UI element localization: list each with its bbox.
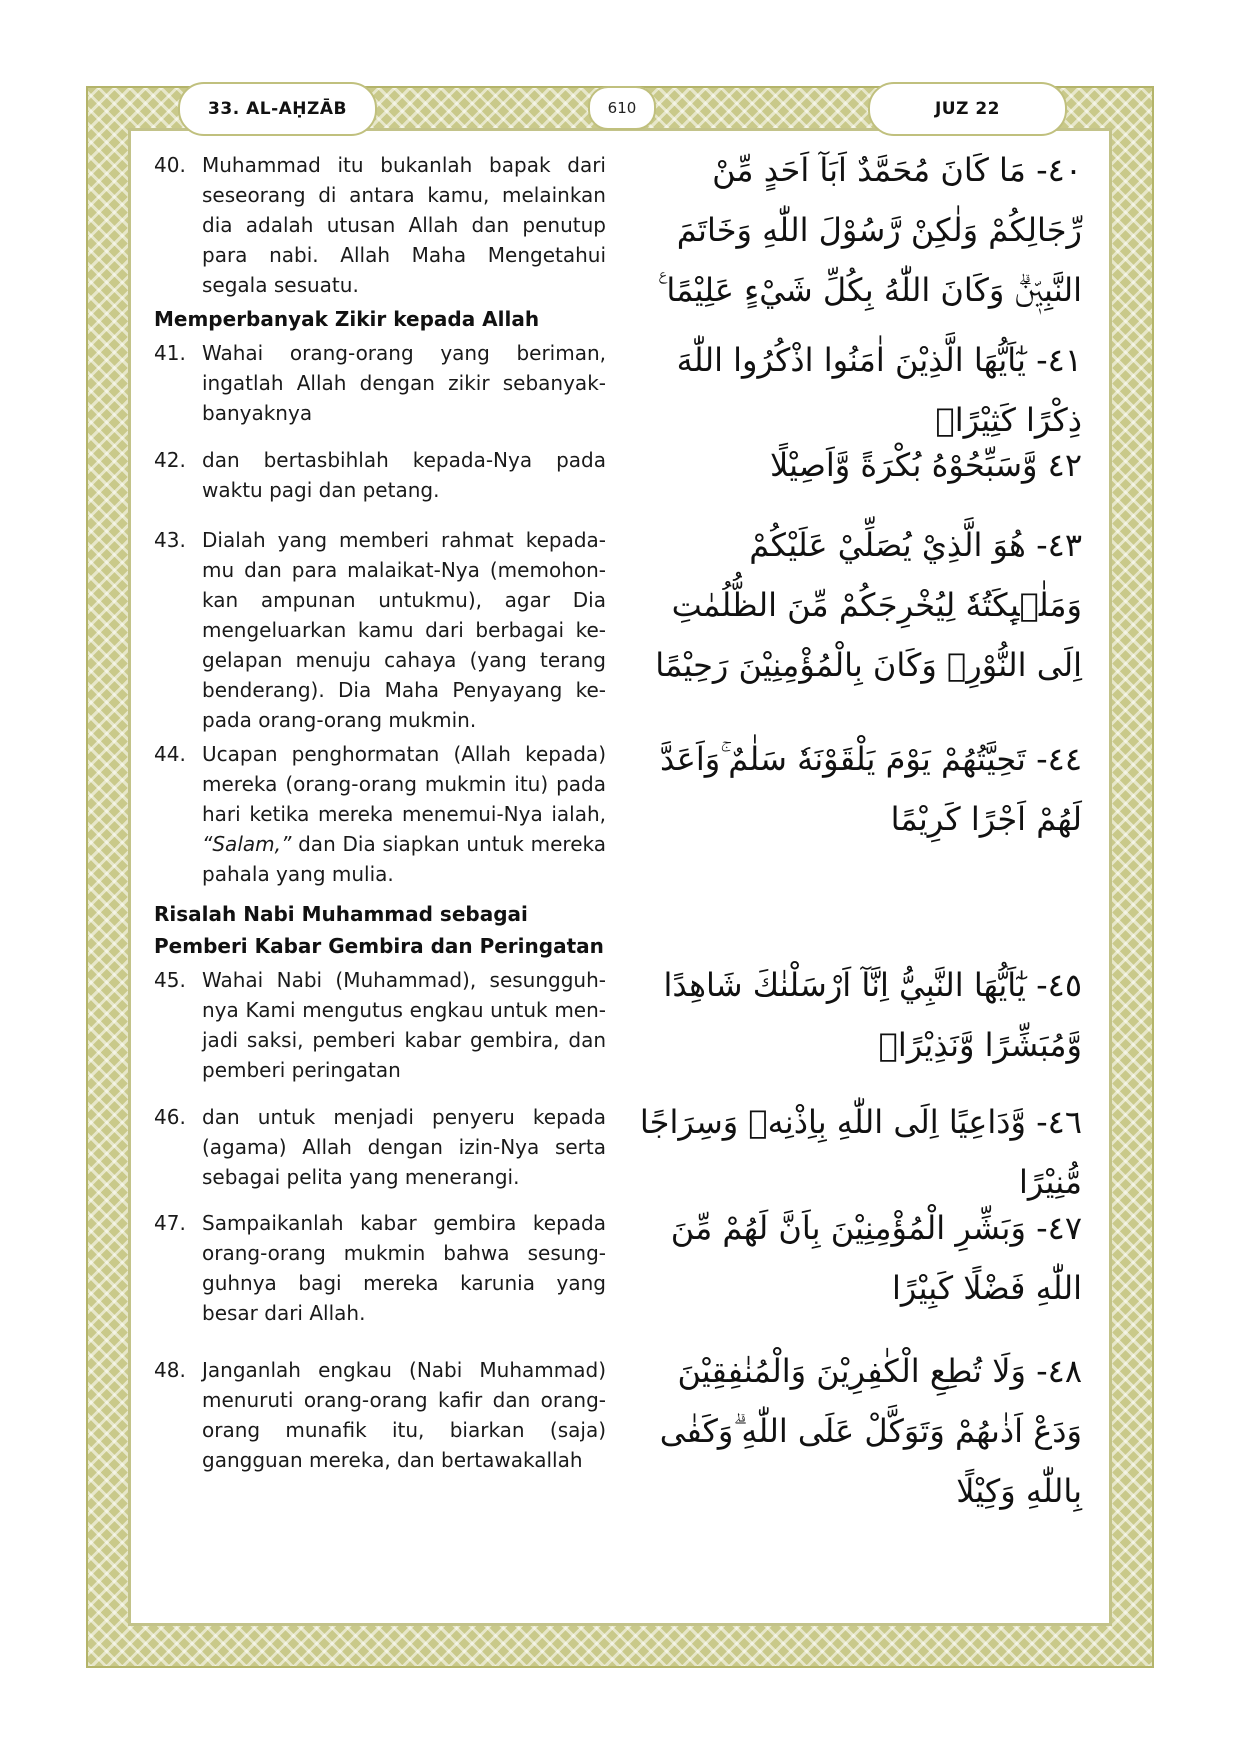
translation-text: dan untuk menjadi penyeru kepada (agama) Allah dengan izin-Nya serta sebagai pelita yang menerangi. — [202, 1105, 606, 1189]
verse-number: 44. — [154, 742, 186, 766]
translation-text — [202, 739, 606, 889]
translation-text: Wahai orang-orang yang beriman, ingatlah Allah dengan zikir sebanyak-banyaknya — [202, 341, 606, 425]
verse-number: 46. — [154, 1105, 186, 1129]
salam-quote: “Salam,” — [202, 832, 292, 856]
section-heading-risalah-1: Risalah Nabi Muhammad sebagai — [154, 902, 528, 926]
arabic-44: ٤٤- تَحِيَّتُهُمْ يَوْمَ يَلْقَوْنَهٗ سَلٰمٌ ۚوَاَعَدَّ لَهُمْ اَجْرًا كَرِيْمًا — [660, 740, 1082, 838]
juz-number: JUZ 22 — [934, 99, 1001, 119]
verse-number: 43. — [154, 528, 186, 552]
translation-47 — [154, 1208, 606, 1328]
translation-45 — [154, 965, 606, 1085]
translation-43 — [154, 525, 606, 735]
section-heading-risalah-2: Pemberi Kabar Gembira dan Peringatan — [154, 934, 604, 958]
arabic-41: ٤١- يٰٓاَيُّهَا الَّذِيْنَ اٰمَنُوا اذْكُرُوا اللّٰهَ ذِكْرًا كَثِيْرًاۙ — [676, 341, 1082, 439]
translation-text: Wahai Nabi (Muhammad), sesungguh-nya Kami mengutus engkau untuk men-jadi saksi, pemberi kabar gembira, dan pemberi peringatan — [202, 968, 606, 1082]
verse-number: 41. — [154, 341, 186, 365]
translation-text: Dialah yang memberi rahmat kepada-mu dan para malaikat-Nya (memohon-kan ampunan untukmu), agar Dia mengeluarkan kamu dari berbagai ke-gelapan menuju cahaya (yang terang benderang). Dia Maha Penyayang ke-pada orang-orang mukmin. — [202, 528, 606, 732]
translation-41 — [154, 338, 606, 428]
page-number-badge — [588, 86, 656, 130]
translation-40 — [154, 150, 606, 300]
translation-46 — [154, 1102, 606, 1192]
translation-text: dan bertasbihlah kepada-Nya pada waktu pagi dan petang. — [202, 448, 606, 502]
verse-number: 45. — [154, 968, 186, 992]
verse-number: 42. — [154, 448, 186, 472]
translation-text: Muhammad itu bukanlah bapak dari seseorang di antara kamu, melainkan dia adalah utusan Allah dan penutup para nabi. Allah Maha Mengetahui segala sesuatu. — [202, 153, 606, 297]
section-heading-zikir: Memperbanyak Zikir kepada Allah — [154, 307, 540, 331]
arabic-45: ٤٥- يٰٓاَيُّهَا النَّبِيُّ اِنَّآ اَرْسَلْنٰكَ شَاهِدًا وَّمُبَشِّرًا وَّنَذِيْرًاۙ — [663, 966, 1082, 1064]
arabic-47: ٤٧- وَبَشِّرِ الْمُؤْمِنِيْنَ بِاَنَّ لَهُمْ مِّنَ اللّٰهِ فَضْلًا كَبِيْرًا — [670, 1209, 1082, 1307]
translation-48 — [154, 1355, 606, 1475]
verse-number: 48. — [154, 1358, 186, 1382]
translation-44 — [154, 739, 606, 889]
arabic-48: ٤٨- وَلَا تُطِعِ الْكٰفِرِيْنَ وَالْمُنٰفِقِيْنَ وَدَعْ اَذٰىهُمْ وَتَوَكَّلْ عَلَى اللّٰهِ ۗوَكَفٰى بِاللّٰهِ وَكِيْلًا — [659, 1352, 1082, 1510]
surah-label — [178, 82, 377, 136]
page-number: 610 — [607, 99, 637, 117]
arabic-43: ٤٣- هُوَ الَّذِيْ يُصَلِّيْ عَلَيْكُمْ وَمَلٰۤىِٕكَتُهٗ لِيُخْرِجَكُمْ مِّنَ الظُّلُمٰتِ اِلَى النُّوْرِۗ وَكَانَ بِالْمُؤْمِنِيْنَ رَحِيْمًا — [655, 526, 1082, 684]
translation-text-part: dan Dia siapkan untuk mereka pahala yang mulia. — [202, 832, 606, 886]
translation-text: Janganlah engkau (Nabi Muhammad) menuruti orang-orang kafir dan orang-orang munafik itu, biarkan (saja) gangguan mereka, dan bertawakallah — [202, 1358, 606, 1472]
juz-label — [868, 82, 1067, 136]
translation-text: Sampaikanlah kabar gembira kepada orang-orang mukmin bahwa sesung-guhnya bagi mereka karunia yang besar dari Allah. — [202, 1211, 606, 1325]
verse-number: 47. — [154, 1211, 186, 1235]
verse-number: 40. — [154, 153, 186, 177]
arabic-42: ٤٢ وَّسَبِّحُوْهُ بُكْرَةً وَّاَصِيْلًا — [769, 446, 1082, 484]
translation-text-part: Ucapan penghormatan (Allah kepada) mereka (orang-orang mukmin itu) pada hari ketika mereka menemui-Nya ialah, — [202, 742, 606, 826]
arabic-40: ٤٠- مَا كَانَ مُحَمَّدٌ اَبَآ اَحَدٍ مِّنْ رِّجَالِكُمْ وَلٰكِنْ رَّسُوْلَ اللّٰهِ وَخَاتَمَ النَّبِيّٖنَۗ وَكَانَ اللّٰهُ بِكُلِّ شَيْءٍ عَلِيْمًا ࣖ — [658, 151, 1082, 309]
arabic-46: ٤٦- وَّدَاعِيًا اِلَى اللّٰهِ بِاِذْنِهٖ وَسِرَاجًا مُّنِيْرًا — [639, 1103, 1082, 1201]
surah-name: 33. AL-AḤZĀB — [208, 99, 347, 119]
translation-42 — [154, 445, 606, 505]
